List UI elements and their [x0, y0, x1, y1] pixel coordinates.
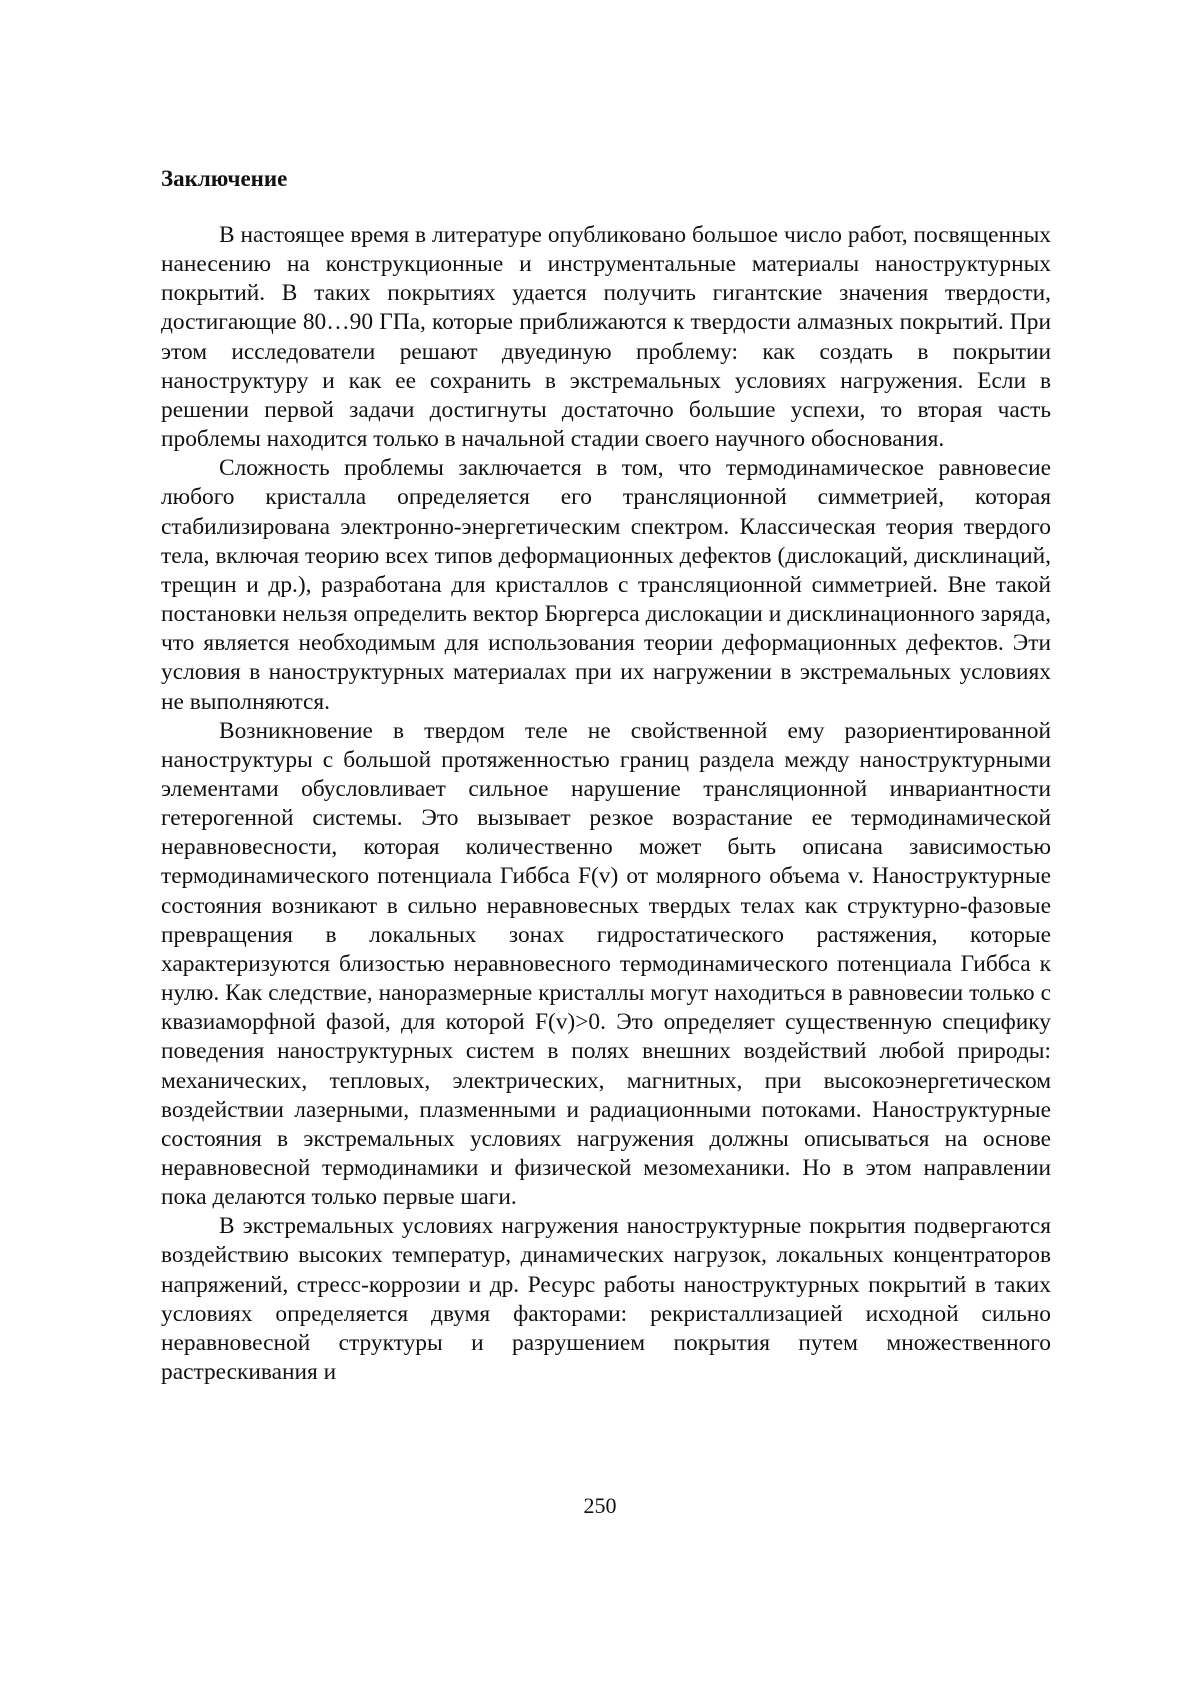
section-heading: Заключение	[161, 166, 288, 191]
body-text	[161, 221, 1051, 1387]
paragraph-2: Сложность проблемы заключается в том, что термодинамическое равновесие любого кристалла определяется его трансляционной симметрией, которая стабилизирована электронно-энергетическим спектром. Классическая теория твердого тела, включая теорию всех типов деформационных дефектов (дислокаций, дисклинаций, трещин и др.), разработана для кристаллов с трансляционной симметрией. Вне такой постановки нельзя определить вектор Бюргерса дислокации и дисклинационного заряда, что является необходимым для использования теории деформационных дефектов. Эти условия в наноструктурных материалах при их нагружении в экстремальных условиях не выполняются.	[161, 455, 1051, 715]
paragraph-1: В настоящее время в литературе опубликовано большое число работ, посвященных нанесению на конструкционные и инструментальные материалы наноструктурных покрытий. В таких покрытиях удается получить гигантские значения твердости, достигающие 80…90 ГПа, которые приближаются к твердости алмазных покрытий. При этом исследователи решают двуединую проблему: как создать в покрытии наноструктуру и как ее сохранить в экстремальных условиях нагружения. Если в решении первой задачи достигнуты достаточно большие успехи, то вторая часть проблемы находится только в начальной стадии своего научного обоснования.	[161, 222, 1051, 453]
page-number: 250	[583, 1493, 617, 1518]
paragraph-4: В экстремальных условиях нагружения наноструктурные покрытия подвергаются воздействию высоких температур, динамических нагрузок, локальных концентраторов напряжений, стресс-коррозии и др. Ресурс работы наноструктурных покрытий в таких условиях определяется двумя факторами: рекристаллизацией исходной сильно неравновесной структуры и разрушением покрытия путем множественного растрескивания и	[161, 1213, 1051, 1386]
paragraph-3: Возникновение в твердом теле не свойственной ему разориентированной наноструктуры с большой протяженностью границ раздела между наноструктурными элементами обусловливает сильное нарушение трансляционной инвариантности гетерогенной системы. Это вызывает резкое возрастание ее термодинамической неравновесности, которая количественно может быть описана зависимостью термодинамического потенциала Гиббса F(v) от молярного объема v. Наноструктурные состояния возникают в сильно неравновесных твердых телах как структурно-фазовые превращения в локальных зонах гидростатического растяжения, которые характеризуются близостью неравновесного термодинамического потенциала Гиббса к нулю. Как следствие, наноразмерные кристаллы могут находиться в равновесии только с квазиаморфной фазой, для которой F(v)>0. Это определяет существенную специфику поведения наноструктурных систем в полях внешних воздействий любой природы: механических, тепловых, электрических, магнитных, при высокоэнергетическом воздействии лазерными, плазменными и радиационными потоками. Наноструктурные состояния в экстремальных условиях нагружения должны описываться на основе неравновесной термодинамики и физической мезомеханики. Но в этом направлении пока делаются только первые шаги.	[161, 717, 1051, 1211]
